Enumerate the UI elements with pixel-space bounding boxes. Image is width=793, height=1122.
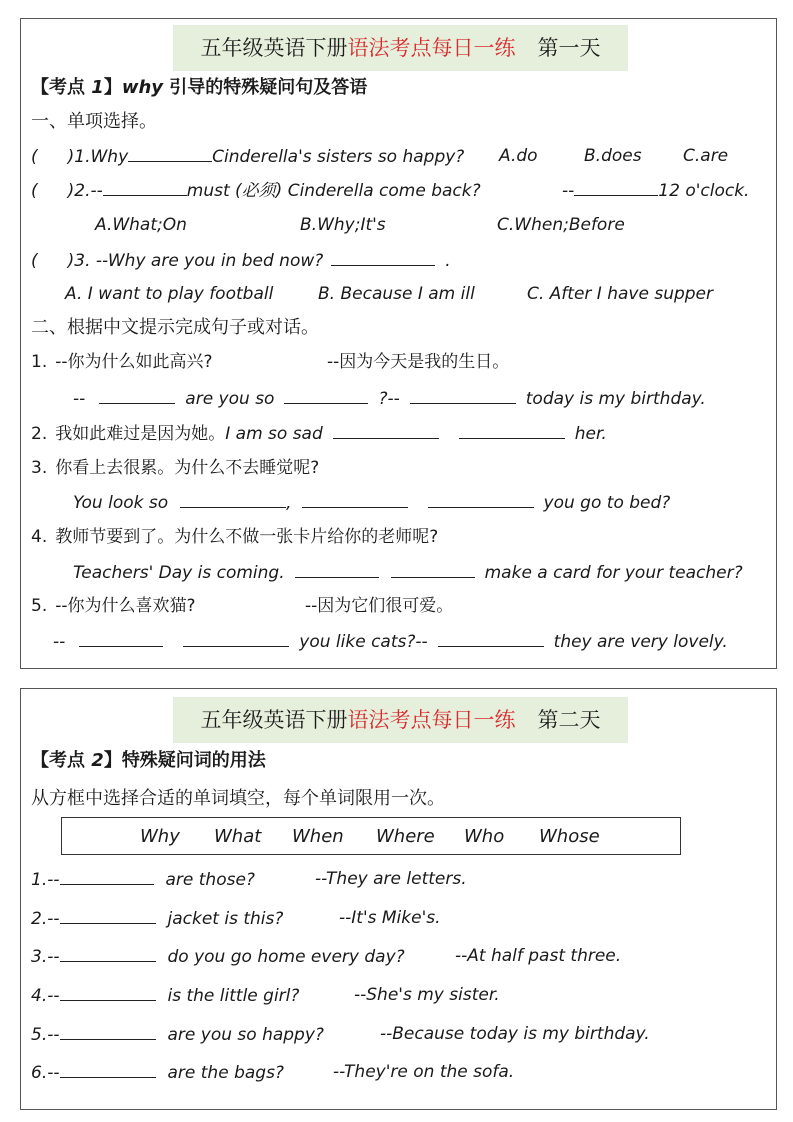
blank[interactable]: [60, 984, 156, 1001]
blank[interactable]: [331, 249, 435, 266]
day2-title: [173, 697, 628, 743]
day2-title-highlight: 语法考点每日一练: [347, 708, 516, 732]
mc-2-option-b[interactable]: B.Why;It's: [300, 215, 386, 235]
mc-3-option-b[interactable]: B. Because I am ill: [318, 284, 475, 304]
mc-1-option-c[interactable]: C.are: [683, 146, 729, 166]
blank[interactable]: [60, 1023, 156, 1040]
fill-item-4-answer: --She's my sister.: [354, 985, 500, 1005]
q3-chinese: 3. 你看上去很累。为什么不去睡觉呢?: [31, 458, 320, 478]
worksheet-day2: [20, 688, 777, 1110]
day2-title-prefix: 五年级英语下册: [200, 708, 348, 732]
blank[interactable]: [60, 1061, 156, 1078]
fill-item-3: 3.-- do you go home every day?: [31, 947, 405, 967]
blank[interactable]: [60, 907, 156, 924]
fill-item-4: 4.-- is the little girl?: [31, 986, 300, 1006]
blank[interactable]: [183, 630, 289, 647]
blank[interactable]: [60, 945, 156, 962]
word-bank-item: What: [214, 826, 262, 847]
fill-item-2-answer: --It's Mike's.: [339, 908, 441, 928]
q4-chinese: 4. 教师节要到了。为什么不做一张卡片给你的老师呢?: [31, 527, 439, 547]
mc-2-option-c[interactable]: C.When;Before: [497, 215, 625, 235]
blank[interactable]: [391, 561, 475, 578]
blank[interactable]: [180, 491, 286, 508]
fill-item-2: 2.-- jacket is this?: [31, 909, 284, 929]
word-bank-item: Who: [464, 826, 505, 847]
fill-item-3-answer: --At half past three.: [455, 946, 622, 966]
day2-instruction: 从方框中选择合适的单词填空，每个单词限用一次。: [31, 788, 445, 809]
day1-title-prefix: 五年级英语下册: [200, 36, 348, 60]
q5-chinese: 5. --你为什么喜欢猫?: [31, 596, 196, 616]
q5-chinese-answer: --因为它们很可爱。: [305, 596, 454, 616]
section1-title: 一、单项选择。: [31, 111, 157, 132]
q1-english: -- are you so ?-- today is my birthday.: [73, 389, 706, 409]
blank[interactable]: [438, 630, 544, 647]
blank[interactable]: [333, 422, 439, 439]
blank[interactable]: [128, 145, 212, 162]
q4-english: Teachers' Day is coming. make a card for your teacher?: [73, 563, 743, 583]
day2-point-heading: 【考点 2】特殊疑问词的用法: [31, 750, 266, 771]
mc-3-option-a[interactable]: A. I want to play football: [65, 284, 274, 304]
word-bank-item: When: [292, 826, 344, 847]
blank[interactable]: [99, 387, 175, 404]
word-bank-item: Where: [376, 826, 435, 847]
fill-item-6: 6.-- are the bags?: [31, 1063, 284, 1083]
blank[interactable]: [284, 387, 368, 404]
fill-item-1-answer: --They are letters.: [315, 869, 467, 889]
blank[interactable]: [79, 630, 163, 647]
mc-question-3: ( )3. --Why are you in bed now? .: [31, 251, 451, 271]
word-bank-item: Why: [140, 826, 180, 847]
day1-title: [173, 25, 628, 71]
word-bank: [61, 817, 681, 855]
worksheet-day1: [20, 18, 777, 669]
fill-item-1: 1.-- are those?: [31, 870, 255, 890]
day1-title-highlight: 语法考点每日一练: [347, 36, 516, 60]
mc-2-answer: -- 12 o'clock.: [562, 181, 750, 201]
q2: 2. 我如此难过是因为她。I am so sad her.: [31, 424, 607, 444]
blank[interactable]: [459, 422, 565, 439]
blank[interactable]: [574, 179, 658, 196]
q1-chinese-answer: --因为今天是我的生日。: [327, 352, 510, 372]
word-bank-item: Whose: [539, 826, 600, 847]
blank[interactable]: [60, 868, 154, 885]
q1-chinese: 1. --你为什么如此高兴?: [31, 352, 213, 372]
fill-item-6-answer: --They're on the sofa.: [333, 1062, 515, 1082]
blank[interactable]: [302, 491, 408, 508]
blank[interactable]: [103, 179, 187, 196]
mc-1-option-b[interactable]: B.does: [584, 146, 642, 166]
mc-1-option-a[interactable]: A.do: [499, 146, 538, 166]
q5-english: -- you like cats?-- they are very lovely.: [53, 632, 728, 652]
mc-3-option-c[interactable]: C. After I have supper: [527, 284, 714, 304]
mc-question-2: ( )2.-- must (必须) Cinderella come back?: [31, 181, 481, 201]
blank[interactable]: [428, 491, 534, 508]
q3-english: You look so , you go to bed?: [73, 493, 671, 513]
day1-point-heading: 【考点 1】why 引导的特殊疑问句及答语: [31, 77, 368, 98]
day1-title-day: 第一天: [537, 36, 601, 60]
day2-title-day: 第二天: [537, 708, 601, 732]
mc-question-1: ( )1.Why Cinderella's sisters so happy?: [31, 147, 465, 167]
blank[interactable]: [295, 561, 379, 578]
blank[interactable]: [410, 387, 516, 404]
fill-item-5: 5.-- are you so happy?: [31, 1025, 324, 1045]
section2-title: 二、根据中文提示完成句子或对话。: [31, 317, 319, 338]
mc-2-option-a[interactable]: A.What;On: [95, 215, 187, 235]
fill-item-5-answer: --Because today is my birthday.: [380, 1024, 650, 1044]
